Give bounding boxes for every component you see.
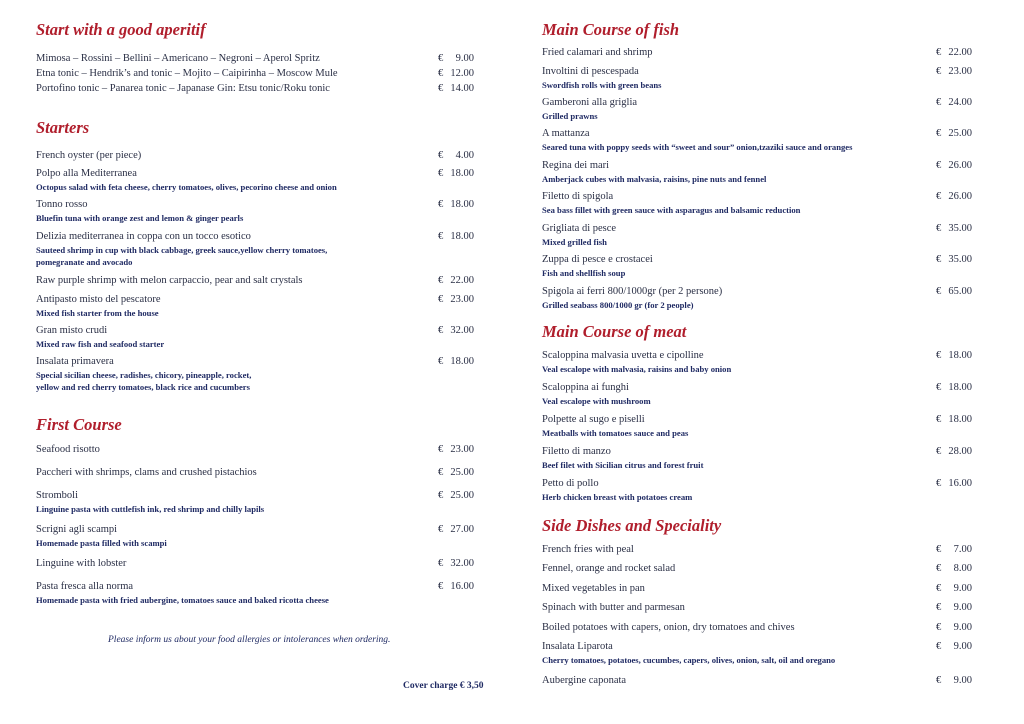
currency-symbol: € <box>438 490 444 501</box>
menu-item <box>542 381 982 411</box>
item-description: yellow and red cherry tomatoes, black rice and cucumbers <box>36 382 250 392</box>
item-name: Paccheri with shrimps, clams and crushed pistachios <box>36 467 257 478</box>
currency-symbol: € <box>936 97 942 108</box>
item-description: Mixed fish starter from the house <box>36 308 159 318</box>
menu-item <box>542 445 982 475</box>
currency-symbol: € <box>936 675 942 686</box>
item-name: Fennel, orange and rocket salad <box>542 563 676 574</box>
menu-item <box>36 580 488 610</box>
item-name: Polpo alla Mediterranea <box>36 168 137 179</box>
currency-symbol: € <box>936 128 942 139</box>
item-name: Linguine with lobster <box>36 558 127 569</box>
item-price: 32.00 <box>450 558 474 569</box>
section-title: First Course <box>36 415 122 434</box>
currency-symbol: € <box>438 150 444 161</box>
currency-symbol: € <box>438 53 444 64</box>
item-description: Special sicilian cheese, radishes, chicory, pineapple, rocket, <box>36 370 252 380</box>
currency-symbol: € <box>936 622 942 633</box>
item-price: 26.00 <box>948 160 972 171</box>
item-description: Octopus salad with feta cheese, cherry tomatoes, olives, pecorino cheese and onion <box>36 182 337 192</box>
menu-item <box>36 198 488 228</box>
item-description: Sauteed shrimp in cup with black cabbage, greek sauce,yellow cherry tomatoes, <box>36 245 328 255</box>
item-price: 18.00 <box>450 231 474 242</box>
item-description: Cherry tomatoes, potatoes, cucumbes, capers, olives, onion, salt, oil and oregano <box>542 655 836 665</box>
currency-symbol: € <box>936 478 942 489</box>
menu-item <box>542 159 982 189</box>
item-description: Bluefin tuna with orange zest and lemon & ginger pearls <box>36 213 244 223</box>
item-name: Mimosa – Rossini – Bellini – Americano – Negroni – Aperol Spritz <box>36 53 320 64</box>
item-description: Grilled prawns <box>542 111 598 121</box>
currency-symbol: € <box>936 602 942 613</box>
item-price: 35.00 <box>948 223 972 234</box>
item-name: Insalata Liparota <box>542 641 613 652</box>
menu-item <box>542 222 982 252</box>
menu-item <box>36 293 488 323</box>
item-price: 8.00 <box>953 563 972 574</box>
item-description: Herb chicken breast with potatoes cream <box>542 492 693 502</box>
item-description: Seared tuna with poppy seeds with “sweet and sour” onion,tzaziki sauce and oranges <box>542 142 853 152</box>
item-price: 28.00 <box>948 446 972 457</box>
currency-symbol: € <box>936 583 942 594</box>
section-title: Main Course of meat <box>542 322 687 341</box>
menu-item <box>36 167 488 197</box>
item-price: 9.00 <box>953 641 972 652</box>
menu-item <box>542 127 982 157</box>
item-description: Veal escalope with mushroom <box>542 396 651 406</box>
item-name: Zuppa di pesce e crostacei <box>542 254 653 265</box>
item-name: Tonno rosso <box>36 199 88 210</box>
item-name: Filetto di manzo <box>542 446 611 457</box>
item-name: Petto di pollo <box>542 478 599 489</box>
item-price: 9.00 <box>953 602 972 613</box>
currency-symbol: € <box>438 199 444 210</box>
menu-item <box>36 523 488 553</box>
item-price: 23.00 <box>450 444 474 455</box>
currency-symbol: € <box>936 446 942 457</box>
item-name: Raw purple shrimp with melon carpaccio, pear and salt crystals <box>36 275 303 286</box>
item-name: Aubergine caponata <box>542 675 627 686</box>
currency-symbol: € <box>936 223 942 234</box>
item-name: Fried calamari and shrimp <box>542 47 653 58</box>
item-name: Grigliata di pesce <box>542 223 617 234</box>
item-name: Involtini di pescespada <box>542 66 639 77</box>
menu-item <box>36 355 488 399</box>
currency-symbol: € <box>438 168 444 179</box>
section-title: Side Dishes and Speciality <box>542 516 722 535</box>
currency-symbol: € <box>438 467 444 478</box>
currency-symbol: € <box>438 581 444 592</box>
menu-item <box>542 477 982 507</box>
currency-symbol: € <box>438 68 444 79</box>
item-price: 22.00 <box>948 47 972 58</box>
item-name: Spigola ai ferri 800/1000gr (per 2 persone) <box>542 286 723 297</box>
menu-item <box>542 253 982 283</box>
item-price: 26.00 <box>948 191 972 202</box>
item-name: Insalata primavera <box>36 356 114 367</box>
item-price: 14.00 <box>450 83 474 94</box>
item-name: Etna tonic – Hendrik’s and tonic – Mojito – Caipirinha – Moscow Mule <box>36 68 338 79</box>
currency-symbol: € <box>936 191 942 202</box>
currency-symbol: € <box>936 641 942 652</box>
item-price: 18.00 <box>948 350 972 361</box>
item-description: Homemade pasta with fried aubergine, tomatoes sauce and baked ricotta cheese <box>36 595 329 605</box>
item-name: Stromboli <box>36 490 79 501</box>
item-name: Spinach with butter and parmesan <box>542 602 685 613</box>
item-description: Fish and shellfish soup <box>542 268 626 278</box>
menu-item <box>542 190 982 220</box>
menu-item <box>542 640 982 670</box>
item-name: Seafood risotto <box>36 444 100 455</box>
item-description: Mixed grilled fish <box>542 237 607 247</box>
menu-item <box>542 413 982 443</box>
currency-symbol: € <box>936 350 942 361</box>
menu-item <box>36 82 488 112</box>
item-price: 9.00 <box>953 622 972 633</box>
item-name: Gamberoni alla griglia <box>542 97 638 108</box>
item-name: Delizia mediterranea in coppa con un tocco esotico <box>36 231 251 242</box>
section-title: Main Course of fish <box>542 20 680 39</box>
item-price: 27.00 <box>450 524 474 535</box>
item-name: French oyster (per piece) <box>36 150 142 161</box>
currency-symbol: € <box>936 382 942 393</box>
item-description: pomegranate and avocado <box>36 257 133 267</box>
section-title: Start with a good aperitif <box>36 20 206 39</box>
item-description: Veal escalope with malvasia, raisins and baby onion <box>542 364 732 374</box>
currency-symbol: € <box>936 544 942 555</box>
item-price: 16.00 <box>948 478 972 489</box>
item-price: 18.00 <box>948 414 972 425</box>
menu-item <box>36 489 488 519</box>
currency-symbol: € <box>438 231 444 242</box>
currency-symbol: € <box>936 66 942 77</box>
currency-symbol: € <box>438 294 444 305</box>
item-price: 23.00 <box>948 66 972 77</box>
item-price: 24.00 <box>948 97 972 108</box>
currency-symbol: € <box>438 356 444 367</box>
menu-item <box>542 674 982 704</box>
item-price: 23.00 <box>450 294 474 305</box>
currency-symbol: € <box>936 254 942 265</box>
item-price: 18.00 <box>450 168 474 179</box>
item-price: 25.00 <box>450 490 474 501</box>
item-price: 18.00 <box>450 199 474 210</box>
currency-symbol: € <box>438 83 444 94</box>
item-price: 22.00 <box>450 275 474 286</box>
item-price: 9.00 <box>455 53 474 64</box>
menu-item <box>542 285 982 315</box>
item-name: Scaloppina ai funghi <box>542 382 629 393</box>
item-description: Sea bass fillet with green sauce with asparagus and balsamic reduction <box>542 205 801 215</box>
item-description: Amberjack cubes with malvasia, raisins, pine nuts and fennel <box>542 174 767 184</box>
currency-symbol: € <box>936 160 942 171</box>
menu-item <box>542 349 982 379</box>
item-name: Pasta fresca alla norma <box>36 581 134 592</box>
item-description: Mixed raw fish and seafood starter <box>36 339 165 349</box>
item-price: 65.00 <box>948 286 972 297</box>
item-price: 12.00 <box>450 68 474 79</box>
item-description: Swordfish rolls with green beans <box>542 80 662 90</box>
menu-item <box>542 96 982 126</box>
currency-symbol: € <box>936 47 942 58</box>
currency-symbol: € <box>936 414 942 425</box>
item-name: Antipasto misto del pescatore <box>36 294 161 305</box>
allergy-note: Please inform us about your food allergies or intolerances when ordering. <box>108 635 391 645</box>
item-price: 25.00 <box>450 467 474 478</box>
item-price: 16.00 <box>450 581 474 592</box>
item-description: Homemade pasta filled with scampi <box>36 538 167 548</box>
item-description: Beef filet with Sicilian citrus and forest fruit <box>542 460 704 470</box>
item-price: 4.00 <box>455 150 474 161</box>
menu-item <box>36 324 488 354</box>
item-description: Grilled seabass 800/1000 gr (for 2 people) <box>542 300 694 310</box>
currency-symbol: € <box>438 558 444 569</box>
currency-symbol: € <box>936 286 942 297</box>
currency-symbol: € <box>438 325 444 336</box>
menu-item <box>36 230 488 274</box>
item-name: Mixed vegetables in pan <box>542 583 645 594</box>
item-price: 7.00 <box>953 544 972 555</box>
section-title: Starters <box>36 118 90 137</box>
currency-symbol: € <box>936 563 942 574</box>
item-price: 25.00 <box>948 128 972 139</box>
currency-symbol: € <box>438 444 444 455</box>
item-price: 9.00 <box>953 583 972 594</box>
item-name: Scrigni agli scampi <box>36 524 118 535</box>
item-name: Boiled potatoes with capers, onion, dry tomatoes and chives <box>542 622 795 633</box>
currency-symbol: € <box>438 275 444 286</box>
item-price: 35.00 <box>948 254 972 265</box>
item-price: 18.00 <box>948 382 972 393</box>
cover-charge: Cover charge € 3,50 <box>403 681 484 691</box>
item-name: Portofino tonic – Panarea tonic – Japanase Gin: Etsu tonic/Roku tonic <box>36 83 330 94</box>
item-name: French fries with peal <box>542 544 634 555</box>
item-price: 18.00 <box>450 356 474 367</box>
item-name: Polpette al sugo e piselli <box>542 414 645 425</box>
item-price: 9.00 <box>953 675 972 686</box>
item-name: Scaloppina malvasia uvetta e cipolline <box>542 350 704 361</box>
item-name: A mattanza <box>542 128 590 139</box>
item-name: Gran misto crudi <box>36 325 108 336</box>
item-name: Regina dei mari <box>542 160 610 171</box>
currency-symbol: € <box>438 524 444 535</box>
item-description: Linguine pasta with cuttlefish ink, red shrimp and chilly lapils <box>36 504 265 514</box>
item-name: Filetto di spigola <box>542 191 614 202</box>
item-price: 32.00 <box>450 325 474 336</box>
item-description: Meatballs with tomatoes sauce and peas <box>542 428 689 438</box>
menu-item <box>542 65 982 95</box>
